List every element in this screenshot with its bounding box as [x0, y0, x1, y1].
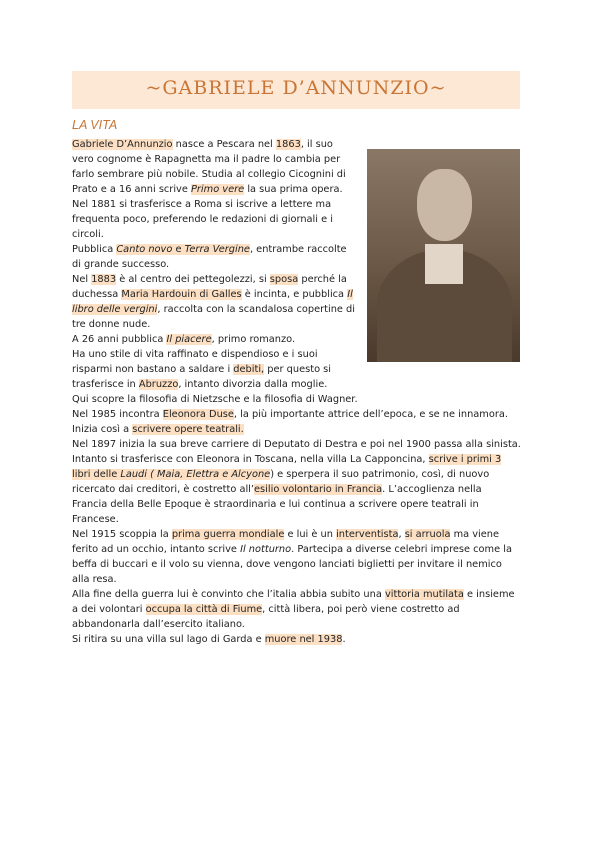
- text-line: [72, 617, 524, 632]
- text-segment: Alla fine della guerra lui è convinto che l’italia abbia subito una: [72, 589, 385, 600]
- highlighted-text: debiti,: [233, 364, 265, 375]
- highlighted-text: Gabriele D’Annunzio: [72, 139, 173, 150]
- highlighted-text: sposa: [269, 274, 299, 285]
- text-segment: di grande successo.: [72, 259, 170, 270]
- text-segment: , raccolta con la scandalosa copertine di: [157, 304, 355, 315]
- text-segment: ma viene: [450, 529, 500, 540]
- highlighted-text: libro delle vergini: [72, 304, 158, 315]
- text-segment: nasce a Pescara nel: [172, 139, 276, 150]
- highlighted-text: Primo vere: [191, 184, 245, 195]
- text-line: [72, 527, 524, 542]
- text-line: [72, 227, 524, 242]
- highlighted-text: scrive i primi 3: [428, 454, 502, 465]
- highlighted-text: vittoria mutilata: [384, 589, 464, 600]
- text-segment: Il notturno: [240, 544, 292, 555]
- text-segment: Francese.: [72, 514, 119, 525]
- text-segment: Inizia così a: [72, 424, 133, 435]
- text-segment: abbandonarla dall’esercito italiano.: [72, 619, 245, 630]
- text-segment: , la più importante attrice dell’epoca, e se ne innamora.: [233, 409, 508, 420]
- text-segment: a dei volontari: [72, 604, 146, 615]
- text-segment: la sua prima opera.: [244, 184, 343, 195]
- text-line: [72, 512, 524, 527]
- highlighted-text: 1863: [275, 139, 301, 150]
- page-title: ~GABRIELE D’ANNUNZIO~: [145, 77, 447, 99]
- text-segment: per questo si: [264, 364, 332, 375]
- text-line: [72, 302, 524, 317]
- highlighted-text: e: [172, 244, 185, 255]
- text-segment: ,: [398, 529, 405, 540]
- highlighted-text: Canto novo: [116, 244, 173, 255]
- text-segment: è al centro dei pettegolezzi, si: [116, 274, 270, 285]
- body-text: [72, 137, 524, 647]
- text-segment: . L’accoglienza nella: [382, 484, 482, 495]
- text-line: [72, 152, 524, 167]
- text-segment: . Partecipa a diverse celebri imprese come la: [291, 544, 512, 555]
- text-segment: , entrambe raccolte: [249, 244, 347, 255]
- text-line: [72, 182, 524, 197]
- text-segment: duchessa: [72, 289, 122, 300]
- text-line: [72, 362, 524, 377]
- text-line: [72, 242, 524, 257]
- text-line: [72, 257, 524, 272]
- text-segment: è incinta, e pubblica: [241, 289, 348, 300]
- text-segment: Nel 1915 scoppia la: [72, 529, 172, 540]
- highlighted-text: Laudi ( Maia, Elettra e Alcyone: [120, 469, 271, 480]
- text-segment: farlo sembrare più nobile. Studia al collegio Cicognini di: [72, 169, 346, 180]
- highlighted-text: Maria Hardouin di Galles: [121, 289, 242, 300]
- text-line: [72, 437, 524, 452]
- text-line: [72, 287, 524, 302]
- text-line: [72, 557, 524, 572]
- text-segment: Nel 1985 incontra: [72, 409, 163, 420]
- highlighted-text: Eleonora Duse: [162, 409, 234, 420]
- text-segment: vero cognome è Rapagnetta ma il padre lo cambia per: [72, 154, 341, 165]
- text-segment: Prato e a 16 anni scrive: [72, 184, 191, 195]
- text-segment: ricercato dai creditori, è costretto all’: [72, 484, 255, 495]
- text-line: [72, 347, 524, 362]
- text-segment: A 26 anni pubblica: [72, 334, 167, 345]
- text-line: [72, 212, 524, 227]
- text-segment: circoli.: [72, 229, 104, 240]
- text-segment: Francia della Belle Epoque è straordinaria e lui continua a scrivere opere teatrali in: [72, 499, 479, 510]
- text-line: [72, 377, 524, 392]
- text-segment: e insieme: [463, 589, 515, 600]
- text-line: [72, 572, 524, 587]
- text-line: [72, 197, 524, 212]
- text-line: [72, 332, 524, 347]
- text-segment: , primo romanzo.: [211, 334, 296, 345]
- text-segment: .: [342, 634, 346, 645]
- section-heading: LA VITA: [72, 118, 118, 132]
- text-line: [72, 452, 524, 467]
- text-segment: Ha uno stile di vita raffinato e dispendioso e i suoi: [72, 349, 318, 360]
- text-segment: trasferisce in: [72, 379, 139, 390]
- text-line: [72, 167, 524, 182]
- text-line: [72, 407, 524, 422]
- text-segment: risparmi non bastano a saldare i: [72, 364, 234, 375]
- text-segment: ) e sperpera il suo patrimonio, così, di nuovo: [270, 469, 490, 480]
- text-segment: , il suo: [300, 139, 333, 150]
- text-segment: , città libera, poi però viene costretto ad: [262, 604, 460, 615]
- text-segment: Qui scopre la filosofia di Nietzsche e la filosofia di Wagner.: [72, 394, 358, 405]
- text-segment: Nel: [72, 274, 92, 285]
- highlighted-text: interventista: [336, 529, 399, 540]
- text-line: [72, 392, 524, 407]
- highlighted-text: si arruola: [404, 529, 451, 540]
- highlighted-text: scrivere opere teatrali.: [132, 424, 244, 435]
- text-segment: frequenta poco, preferendo le redazioni di giornali e i: [72, 214, 333, 225]
- text-segment: Pubblica: [72, 244, 117, 255]
- text-line: [72, 467, 524, 482]
- highlighted-text: occupa la città di Fiume: [145, 604, 263, 615]
- text-segment: Si ritira su una villa sul lago di Garda e: [72, 634, 265, 645]
- text-segment: tre donne nude.: [72, 319, 151, 330]
- highlighted-text: Il: [347, 289, 353, 300]
- highlighted-text: Abruzzo: [138, 379, 179, 390]
- highlighted-text: Il piacere: [166, 334, 212, 345]
- highlighted-text: prima guerra mondiale: [171, 529, 285, 540]
- text-line: [72, 317, 524, 332]
- text-segment: ferito ad un occhio, intanto scrive: [72, 544, 241, 555]
- text-line: [72, 272, 524, 287]
- highlighted-text: libri delle: [72, 469, 121, 480]
- text-line: [72, 632, 524, 647]
- text-line: [72, 137, 524, 152]
- title-banner: [72, 71, 520, 109]
- text-line: [72, 587, 524, 602]
- text-segment: , intanto divorzia dalla moglie.: [178, 379, 328, 390]
- text-line: [72, 482, 524, 497]
- highlighted-text: muore nel 1938: [264, 634, 343, 645]
- text-segment: Nel 1897 inizia la sua breve carriere di Deputato di Destra e poi nel 1900 passa alla sinista.: [72, 439, 521, 450]
- highlighted-text: 1883: [91, 274, 117, 285]
- text-line: [72, 497, 524, 512]
- text-segment: alla resa.: [72, 574, 117, 585]
- text-segment: perché la: [298, 274, 347, 285]
- highlighted-text: esilio volontario in Francia: [254, 484, 383, 495]
- text-line: [72, 542, 524, 557]
- text-segment: Intanto si trasferisce con Eleonora in Toscana, nella villa La Capponcina,: [72, 454, 429, 465]
- highlighted-text: Terra Vergine: [184, 244, 250, 255]
- text-segment: beffa di buccari e il volo su vienna, dove vengono lanciati biglietti per invitare il nemico: [72, 559, 502, 570]
- text-line: [72, 602, 524, 617]
- text-segment: e lui è un: [284, 529, 337, 540]
- text-line: [72, 422, 524, 437]
- text-segment: Nel 1881 si trasferisce a Roma si iscrive a lettere ma: [72, 199, 332, 210]
